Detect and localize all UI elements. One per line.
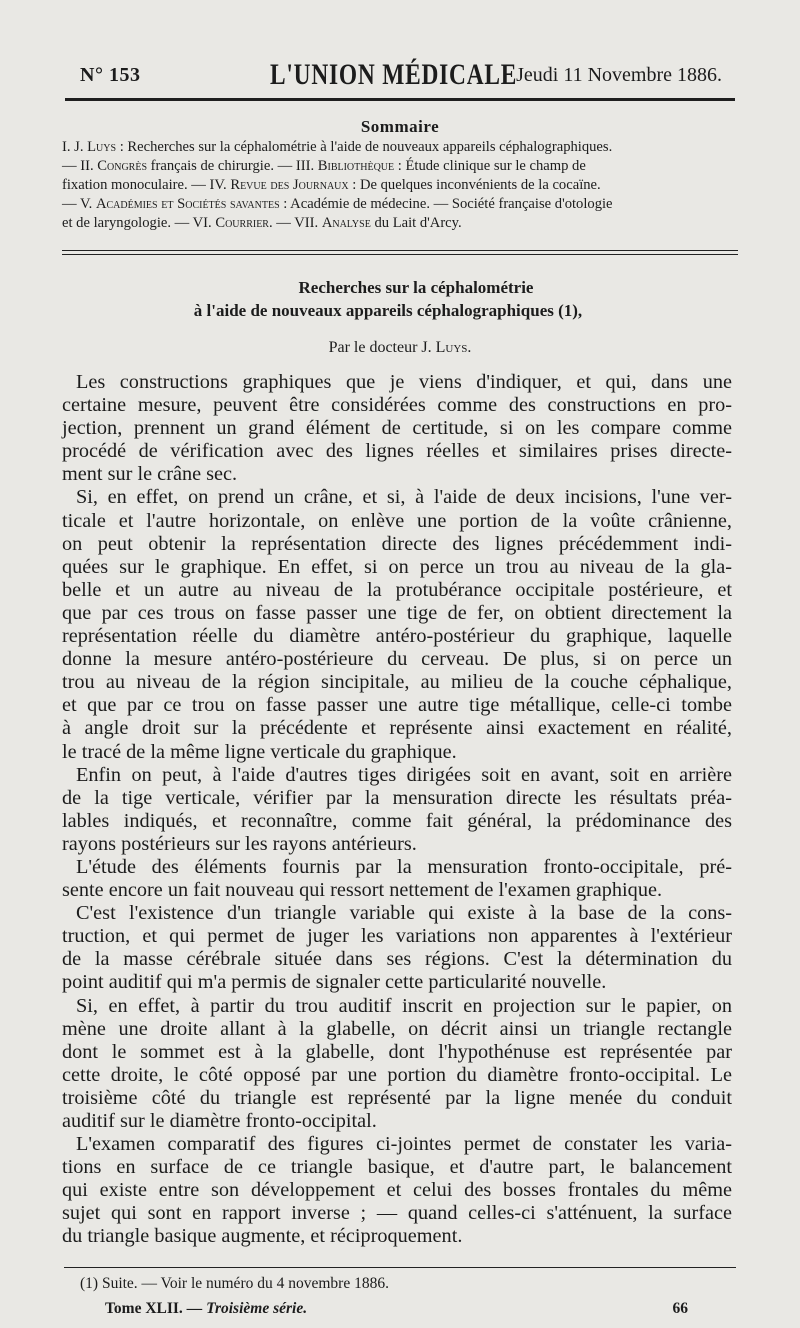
body-line: représentation réelle du diamètre antéro-postérieur du graphique, laquelle: [62, 625, 732, 648]
sommaire-line: [62, 157, 736, 176]
sommaire-text: Revue des Journaux: [230, 177, 349, 193]
series-label: Troisième série.: [206, 1300, 308, 1317]
body-line: cette droite, le côté opposé par une portion du diamètre fronto-occipital. Le: [62, 1063, 732, 1086]
sommaire-text: : Recherches sur la céphalométrie à l'aide de nouveaux appareils céphalographiques.: [116, 139, 613, 155]
body-line: rayons postérieurs sur les rayons antérieurs.: [62, 832, 417, 855]
sommaire-line: [62, 195, 736, 214]
volume-line: [105, 1300, 307, 1318]
body-line: belle et un autre au niveau de la protubérance occipitale postérieure, et: [62, 578, 732, 601]
body-line: Si, en effet, on prend un crâne, et si, à l'aide de deux incisions, l'une ver-: [76, 486, 732, 509]
sommaire-text: français de chirurgie. — III.: [147, 158, 318, 174]
sommaire-text: : Académie de médecine. — Société française d'otologie: [279, 196, 613, 212]
body-line: L'examen comparatif des figures ci-jointes permet de constater les varia-: [76, 1133, 732, 1156]
article-byline: [0, 339, 800, 357]
body-line: point auditif qui m'a permis de signaler cette particularité nouvelle.: [62, 971, 607, 994]
sommaire-text: : Étude clinique sur le champ de: [394, 158, 586, 174]
sommaire-text: I. J.: [62, 139, 88, 155]
body-line: de la masse cérébrale située dans ses régions. C'est la détermination du: [62, 948, 732, 971]
body-line: Enfin on peut, à l'aide d'autres tiges dirigées soit en avant, soit en arrière: [76, 763, 732, 786]
sommaire-text: : De quelques inconvénients de la cocaïne.: [348, 177, 601, 193]
body-line: ment sur le crâne sec.: [62, 463, 238, 486]
body-line: Si, en effet, à partir du trou auditif inscrit en projection sur le papier, on: [76, 994, 732, 1017]
article-title-line-1: Recherches sur la céphalométrie: [298, 278, 534, 297]
sommaire-text: Congrès: [97, 158, 148, 174]
running-header: [80, 58, 722, 92]
header-rule: [65, 98, 735, 101]
body-line: le tracé de la même ligne verticale du graphique.: [62, 740, 457, 763]
body-line: dont le sommet est à la glabelle, dont l'hypothénuse est représentée par: [62, 1040, 732, 1063]
sommaire-line: [62, 176, 736, 195]
body-line: auditif sur le diamètre fronto-occipital.: [62, 1110, 377, 1132]
section-rule: [62, 250, 738, 251]
body-line: C'est l'existence d'un triangle variable qui existe à la base de la cons-: [76, 902, 732, 925]
body-line: du triangle basique augmente, et réciproquement.: [62, 1225, 463, 1248]
footnote: (1) Suite. — Voir le numéro du 4 novembre 1886.: [80, 1275, 389, 1292]
body-line: et que par ce trou on fasse passer une autre tige métallique, celle-ci tombe: [62, 694, 732, 717]
body-line: trou au niveau de la région sincipitale, au milieu de la couche céphalique,: [62, 671, 732, 694]
journal-title: L'UNION MÉDICALE: [270, 58, 518, 91]
sommaire-text: — II.: [62, 158, 98, 174]
byline-author: Luys: [435, 339, 468, 356]
body-line: sujet qui sont en rapport inverse ; — quand celles-ci s'atténuent, la surface: [62, 1202, 732, 1225]
page-number: 66: [672, 1300, 688, 1317]
body-line: qui existe entre son développement et celui des bosses frontales du même: [62, 1179, 732, 1202]
body-line: tions en surface de ce triangle basique, et d'autre part, le balancement: [62, 1156, 732, 1179]
body-line: que par ces trous on fasse passer une tige de fer, on obtient directement la: [62, 601, 732, 624]
sommaire-text: — V.: [62, 196, 96, 212]
sommaire-text: fixation monoculaire. — IV.: [62, 177, 231, 193]
sommaire-text: Luys: [87, 139, 117, 155]
body-line: certaine mesure, peuvent être considérées comme des constructions en pro-: [62, 394, 732, 417]
sommaire-text: . — VII.: [268, 215, 322, 231]
body-line: lables indiqués, et reconnaître, comme fait général, la prédominance des: [62, 809, 732, 832]
sommaire-text: Académies et Sociétés savantes: [95, 196, 280, 212]
body-line: de la tige verticale, vérifier par la mensuration directe les résultats préa-: [62, 786, 732, 809]
sommaire-heading: Sommaire: [360, 117, 440, 136]
sommaire-text: Analyse: [321, 215, 371, 231]
article-body: [62, 371, 732, 1249]
byline-prefix: Par le docteur J.: [328, 339, 436, 356]
body-line: L'étude des éléments fournis par la mensuration fronto-occipitale, pré-: [76, 855, 732, 878]
sommaire-text: et de laryngologie. — VI.: [62, 215, 216, 231]
body-line: quées sur le graphique. En effet, si on perce un trou au niveau de la gla-: [62, 555, 732, 578]
sommaire-text: Courrier: [215, 215, 269, 231]
body-line: troisième côté du triangle est représenté par la ligne menée du conduit: [62, 1086, 732, 1109]
issue-number: N° 153: [80, 64, 141, 86]
sommaire-text: Bibliothèque: [317, 158, 395, 174]
body-line: Les constructions graphiques que je viens d'indiquer, et qui, dans une: [76, 371, 732, 393]
article-title-line-2: à l'aide de nouveaux appareils céphalographiques (1),: [193, 301, 583, 320]
body-line: jection, prennent un grand élément de certitude, si on les compare comme: [62, 417, 732, 440]
body-line: truction, et qui permet de juger les variations non apparentes à l'extérieur: [62, 925, 732, 948]
sommaire-text: du Lait d'Arcy.: [370, 215, 462, 231]
body-line: mène une droite allant à la glabelle, on décrit ainsi un triangle rectangle: [62, 1017, 732, 1040]
issue-date: Jeudi 11 Novembre 1886.: [516, 64, 722, 86]
body-line: donne la mesure antéro-postérieure du cerveau. De plus, si on perce un: [62, 648, 732, 671]
table-of-contents: [62, 138, 736, 233]
section-rule: [62, 254, 738, 255]
volume-label: Tome XLII. —: [105, 1300, 207, 1317]
body-line: procédé de vérification avec des lignes réelles et similaires prises directe-: [62, 440, 732, 463]
body-line: on peut obtenir la représentation directe des lignes précédemment indi-: [62, 532, 732, 555]
sommaire-line: [62, 138, 736, 157]
sommaire-line: [62, 214, 736, 233]
body-line: sente encore un fait nouveau qui ressort nettement de l'examen graphique.: [62, 879, 663, 902]
footnote-rule: [64, 1267, 736, 1268]
byline-suffix: .: [467, 339, 472, 356]
body-line: à angle droit sur la précédente et représente ainsi exactement en réalité,: [62, 717, 732, 740]
body-line: ticale et l'autre horizontale, on enlève une portion de la voûte crânienne,: [62, 509, 732, 532]
